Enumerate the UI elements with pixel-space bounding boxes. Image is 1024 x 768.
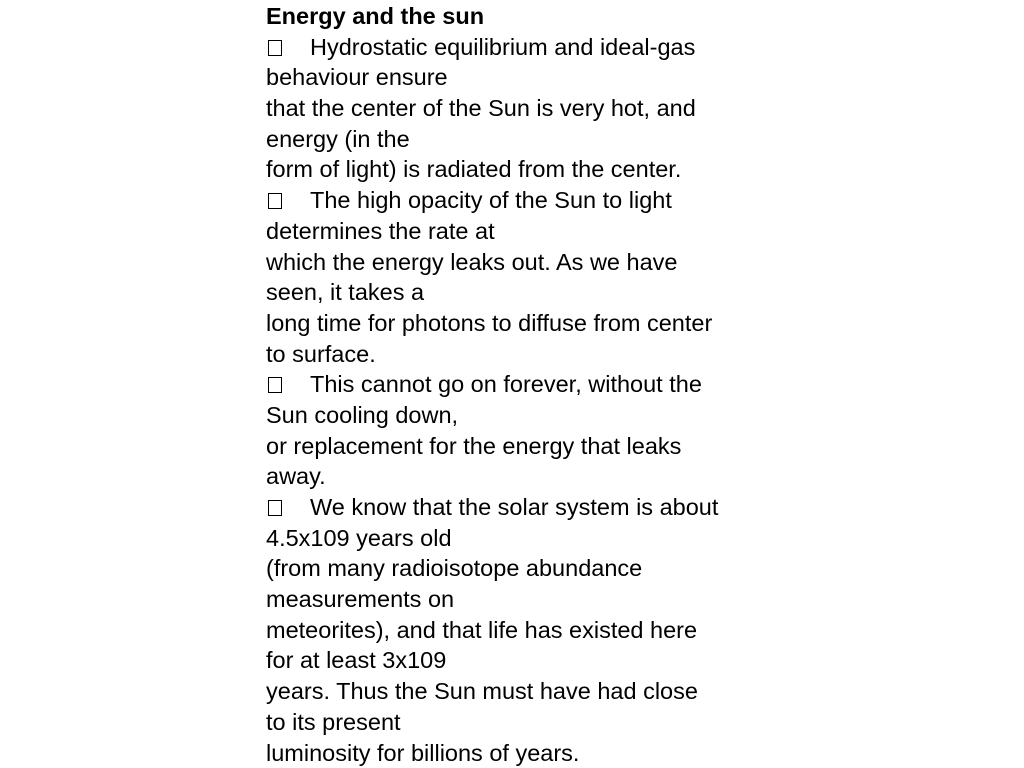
text-line: Sun cooling down, bbox=[266, 401, 459, 428]
text-line: which the energy leaks out. As we have bbox=[266, 248, 678, 275]
slide-content bbox=[266, 1, 766, 768]
missing-glyph-box-icon bbox=[268, 377, 282, 393]
text-line: or replacement for the energy that leaks bbox=[266, 432, 682, 459]
text-line: to its present bbox=[266, 708, 401, 735]
text-line: behaviour ensure bbox=[266, 64, 448, 91]
text-line: determines the rate at bbox=[266, 217, 495, 244]
text-line: seen, it takes a bbox=[266, 279, 425, 306]
bullet-2-text: The high opacity of the Sun to light bbox=[310, 187, 672, 214]
bullet-1-text: Hydrostatic equilibrium and ideal-gas bbox=[310, 33, 696, 60]
text-line: away. bbox=[266, 463, 326, 490]
text-line: luminosity for billions of years. bbox=[266, 739, 580, 766]
bullet-4-text: We know that the solar system is about bbox=[310, 494, 719, 520]
text-line: meteorites), and that life has existed here bbox=[266, 616, 698, 643]
text-line: form of light) is radiated from the center. bbox=[266, 156, 682, 183]
missing-glyph-box-icon bbox=[268, 40, 282, 56]
text-line: 4.5x109 years old bbox=[266, 524, 452, 551]
text-line: (from many radioisotope abundance bbox=[266, 555, 643, 582]
bullet-3-line-1 bbox=[266, 369, 766, 400]
slide-title: Energy and the sun bbox=[266, 3, 485, 29]
bullet-1-line-1 bbox=[266, 32, 766, 63]
text-line: energy (in the bbox=[266, 125, 410, 152]
text-line: years. Thus the Sun must have had close bbox=[266, 678, 698, 705]
bullet-3-text: This cannot go on forever, without the bbox=[310, 371, 702, 398]
bullet-4-line-1 bbox=[266, 492, 766, 523]
bullet-2-line-1 bbox=[266, 185, 766, 216]
text-line: to surface. bbox=[266, 340, 376, 367]
missing-glyph-box-icon bbox=[268, 500, 282, 516]
text-line: for at least 3x109 bbox=[266, 647, 447, 674]
text-line: that the center of the Sun is very hot, and bbox=[266, 95, 696, 122]
text-line: long time for photons to diffuse from center bbox=[266, 309, 713, 336]
missing-glyph-box-icon bbox=[268, 193, 282, 209]
text-line: measurements on bbox=[266, 586, 455, 613]
